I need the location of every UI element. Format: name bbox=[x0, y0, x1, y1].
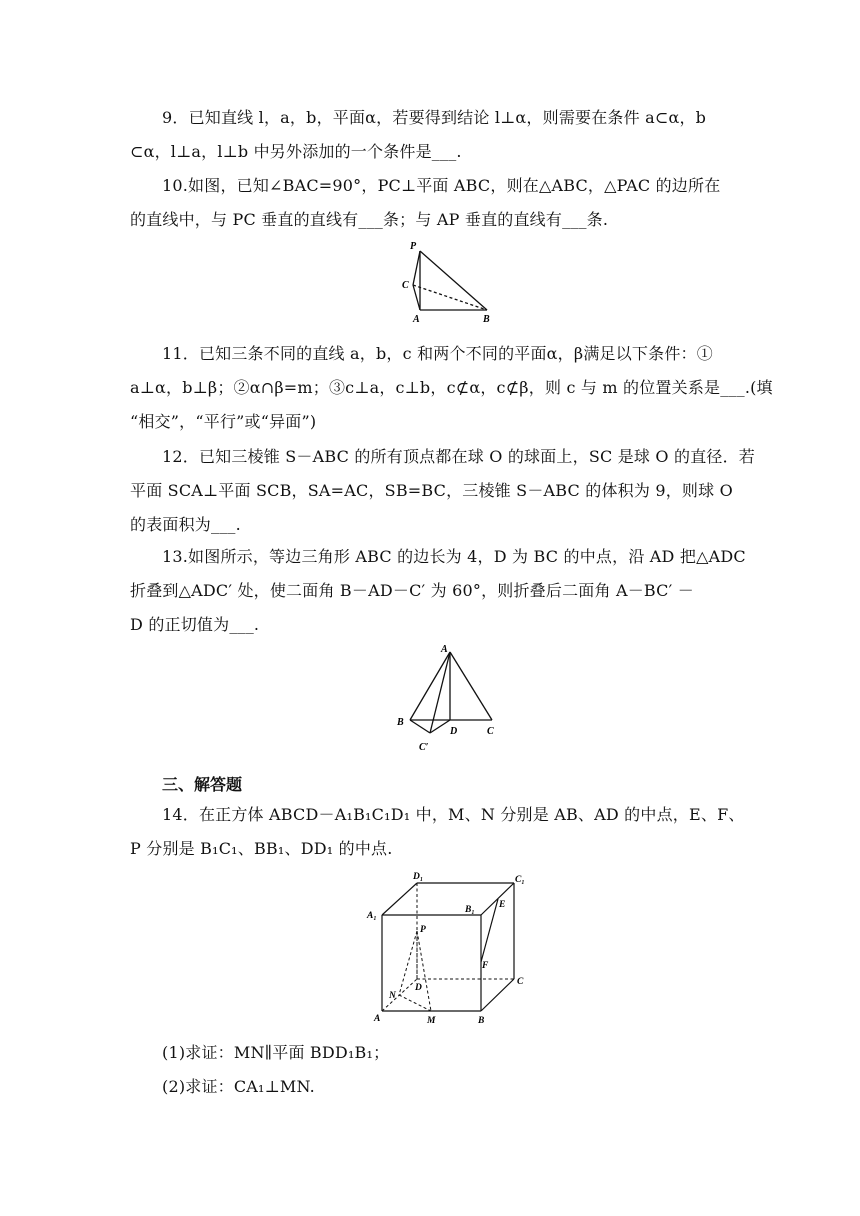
label-d: D bbox=[415, 983, 422, 993]
label-m: M bbox=[427, 1016, 436, 1026]
question-13 bbox=[130, 540, 746, 642]
question-11-line-1: 11．已知三条不同的直线 a，b，c 和两个不同的平面α，β满足以下条件：① bbox=[162, 344, 713, 363]
question-13-line-1: 13.如图所示，等边三角形 ABC 的边长为 4，D 为 BC 的中点，沿 AD 把△ADC bbox=[162, 547, 746, 566]
question-9-line-1: 9．已知直线 l，a，b，平面α，若要得到结论 l⊥α，则需要在条件 a⊂α，b bbox=[162, 108, 707, 127]
label-c: C bbox=[487, 726, 494, 737]
label-c: C bbox=[517, 977, 524, 987]
label-d: D bbox=[450, 726, 458, 737]
question-14-part-1: (1)求证：MN∥平面 BDD₁B₁； bbox=[162, 1043, 390, 1062]
edge-pb bbox=[420, 251, 487, 310]
question-11 bbox=[130, 337, 773, 439]
figure-q14-cube bbox=[362, 866, 532, 1031]
question-14-subparts bbox=[130, 1036, 735, 1104]
question-10-line-1: 10.如图，已知∠BAC=90°，PC⊥平面 ABC，则在△ABC，△PAC 的边所在 bbox=[162, 176, 721, 195]
question-11-line-2: a⊥α，b⊥β；②α∩β=m；③c⊥a，c⊥b，c⊄α，c⊄β，则 c 与 m 的位置关系是___.(填 bbox=[130, 378, 773, 397]
section-heading-answers: 三、解答题 bbox=[162, 775, 243, 794]
label-f: F bbox=[482, 961, 489, 971]
segment-pm bbox=[417, 931, 431, 1011]
edge-cb bbox=[413, 285, 487, 310]
label-a: A bbox=[441, 644, 448, 655]
question-10 bbox=[130, 169, 735, 237]
edge-bc bbox=[481, 979, 514, 1011]
segment-ef bbox=[481, 899, 498, 962]
edge-ab bbox=[410, 652, 450, 720]
label-d1: D₁ bbox=[413, 872, 424, 882]
label-e: E bbox=[499, 900, 506, 910]
question-9-line-2: ⊂α，l⊥a，l⊥b 中另外添加的一个条件是___. bbox=[130, 142, 462, 161]
edge-pc bbox=[413, 251, 420, 285]
figure-q10-tetrahedron bbox=[395, 238, 500, 328]
edge-ac bbox=[450, 652, 492, 720]
question-10-line-2: 的直线中，与 PC 垂直的直线有___条；与 AP 垂直的直线有___条. bbox=[130, 210, 609, 229]
question-12-line-1: 12．已知三棱锥 S－ABC 的所有顶点都在球 O 的球面上，SC 是球 O 的直径．若 bbox=[162, 447, 756, 466]
label-b: B bbox=[483, 314, 490, 325]
label-c: C bbox=[402, 280, 409, 291]
label-a1: A₁ bbox=[367, 911, 377, 921]
question-13-line-2: 折叠到△ADC′ 处，使二面角 B－AD－C′ 为 60°，则折叠后二面角 A－BC′ － bbox=[130, 581, 694, 600]
question-13-line-3: D 的正切值为___. bbox=[130, 615, 260, 634]
question-12-line-3: 的表面积为___. bbox=[130, 515, 241, 534]
label-c-prime: C′ bbox=[419, 742, 429, 753]
edge-ca bbox=[413, 285, 420, 310]
question-12 bbox=[130, 440, 756, 542]
edge-bcp bbox=[410, 720, 430, 733]
label-a: A bbox=[413, 314, 420, 325]
label-a: A bbox=[374, 1014, 381, 1024]
segment-nm bbox=[399, 995, 431, 1011]
question-14 bbox=[130, 798, 745, 866]
question-14-part-2: (2)求证：CA₁⊥MN. bbox=[162, 1077, 315, 1096]
edge-d1a1 bbox=[382, 883, 417, 915]
question-14-line-2: P 分别是 B₁C₁、BB₁、DD₁ 的中点. bbox=[130, 839, 393, 858]
label-c1: C₁ bbox=[515, 875, 525, 885]
label-b: B bbox=[397, 717, 404, 728]
label-b: B bbox=[478, 1016, 485, 1026]
label-p: P bbox=[410, 241, 417, 252]
label-p: P bbox=[420, 925, 426, 935]
question-11-line-3: “相交”，“平行”或“异面”) bbox=[130, 412, 317, 431]
question-12-line-2: 平面 SCA⊥平面 SCB，SA=AC，SB=BC，三棱锥 S－ABC 的体积为 9，则球 O bbox=[130, 481, 733, 500]
label-b1: B₁ bbox=[465, 905, 475, 915]
label-n: N bbox=[389, 991, 396, 1001]
figure-q13-folded-triangle bbox=[392, 640, 504, 758]
edge-acp bbox=[430, 652, 450, 733]
question-9 bbox=[130, 101, 735, 169]
question-14-line-1: 14．在正方体 ABCD－A₁B₁C₁D₁ 中，M、N 分别是 AB、AD 的中点，E、F、 bbox=[162, 805, 745, 824]
